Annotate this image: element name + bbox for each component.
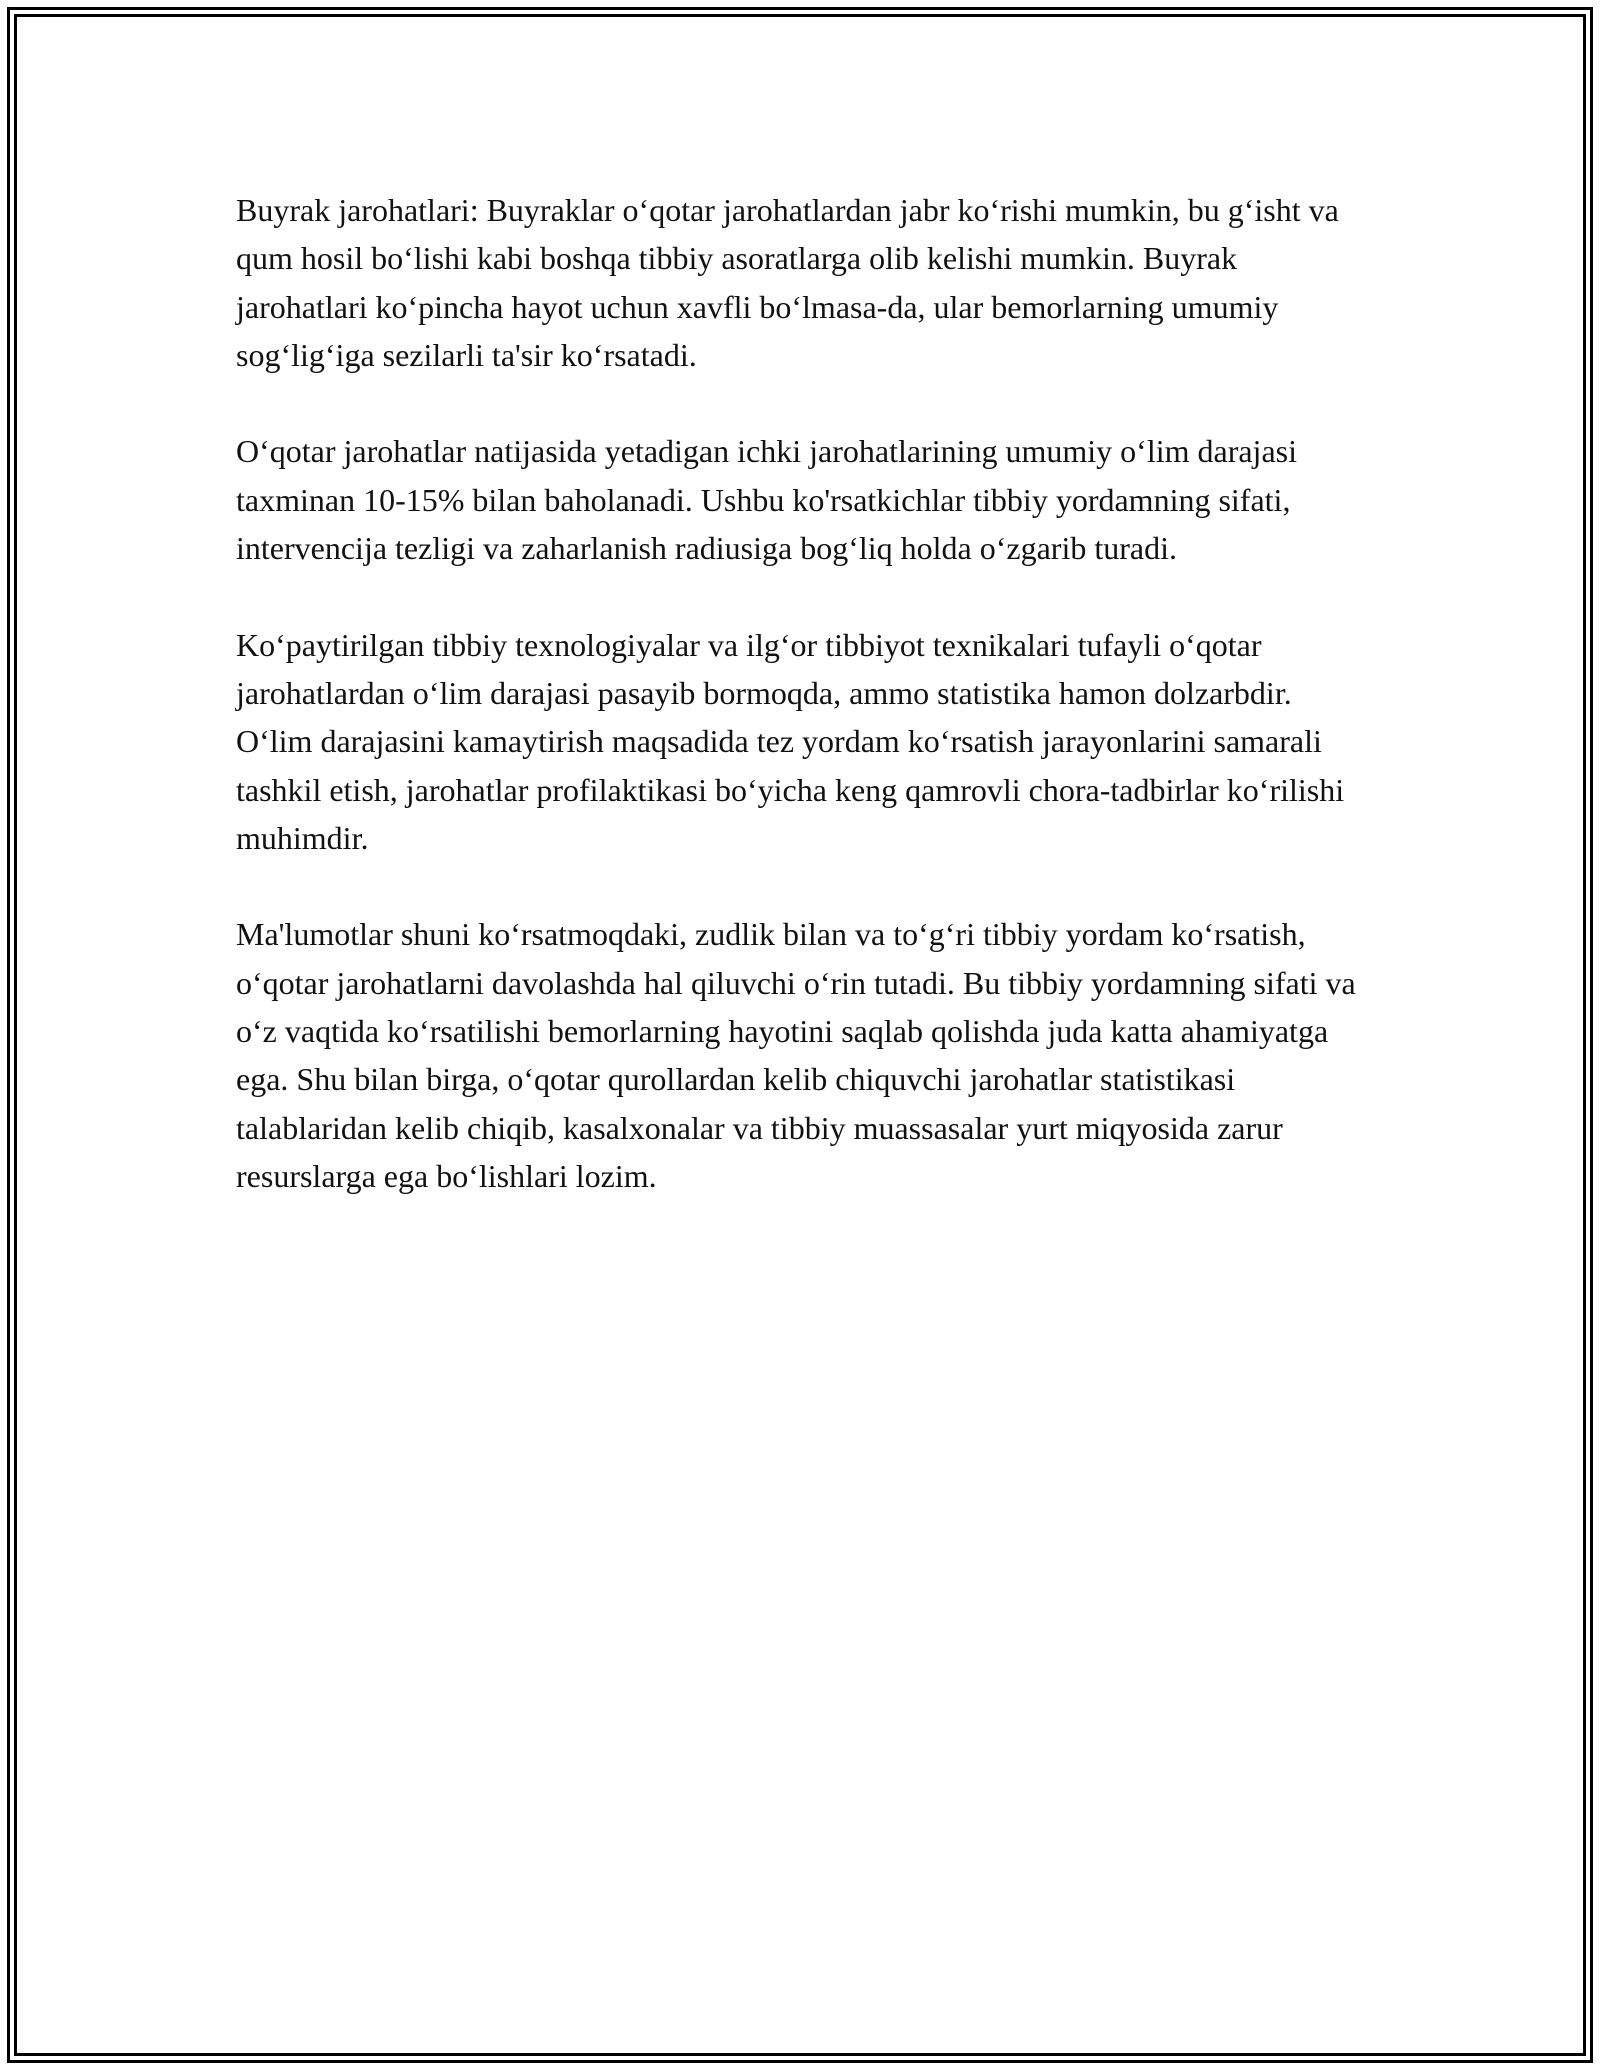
paragraph-timely-care: Ma'lumotlar shuni koʻrsatmoqdaki, zudlik bilan va toʻgʻri tibbiy yordam koʻrsatish, oʻqotar jarohatlarni davolashda hal qiluvchi oʻrin tutadi. Bu tibbiy yordamning sifati va oʻz vaqtida koʻrsatilishi bemorlarning hayotini saqlab qolishda juda katta ahamiyatga ega. Shu bilan birga, oʻqotar qurollardan kelib chiquvchi jarohatlar statistikasi talablaridan kelib chiqib, kasalxonalar va tibbiy muassasalar yurt miqyosida zarur resurslarga ega boʻlishlari lozim.	[236, 916, 1356, 1194]
paragraph-medical-technology: Koʻpaytirilgan tibbiy texnologiyalar va ilgʻor tibbiyot texnikalari tufayli oʻqotar jarohatlardan oʻlim darajasi pasayib bormoqda, ammo statistika hamon dolzarbdir. Oʻlim darajasini kamaytirish maqsadida tez yordam koʻrsatish jarayonlarini samarali tashkil etish, jarohatlar profilaktikasi boʻyicha keng qamrovli chora-tadbirlar koʻrilishi muhimdir.	[236, 626, 1345, 856]
document-body	[236, 186, 1376, 1249]
paragraph-mortality-rate: Oʻqotar jarohatlar natijasida yetadigan ichki jarohatlarining umumiy oʻlim darajasi taxminan 10-15% bilan baholanadi. Ushbu ko'rsatkichlar tibbiy yordamning sifati, intervencija tezligi va zaharlanish radiusiga bogʻliq holda oʻzgarib turadi.	[236, 433, 1297, 567]
paragraph-kidney-injuries: Buyrak jarohatlari: Buyraklar oʻqotar jarohatlardan jabr koʻrishi mumkin, bu gʻisht va qum hosil boʻlishi kabi boshqa tibbiy asoratlarga olib kelishi mumkin. Buyrak jarohatlari koʻpincha hayot uchun xavfli boʻlmasa-da, ular bemorlarning umumiy sogʻligʻiga sezilarli ta'sir koʻrsatadi.	[236, 192, 1339, 373]
